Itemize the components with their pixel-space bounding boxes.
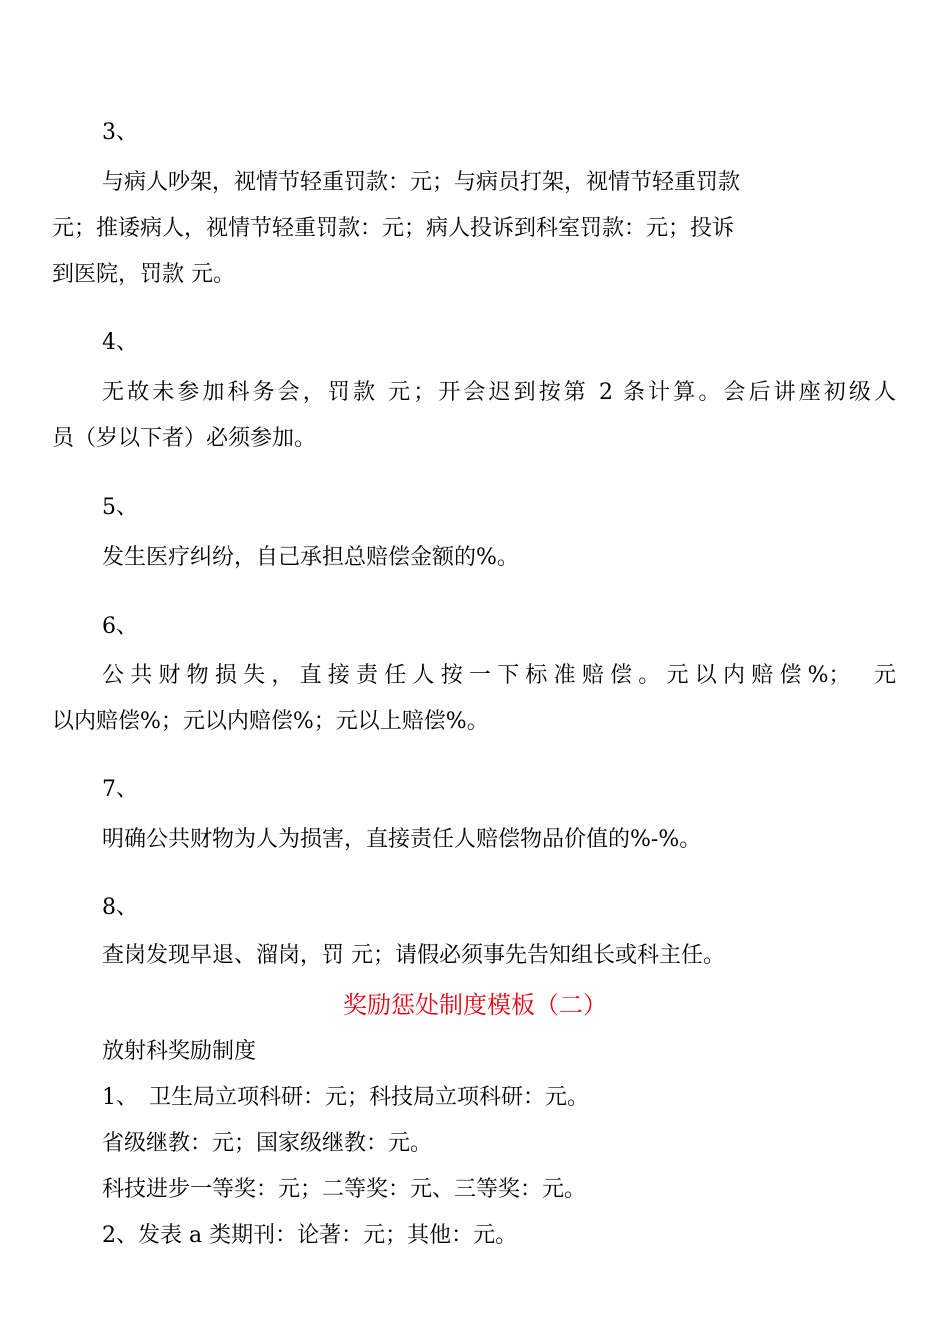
reward-line-1: 1、 卫生局立项科研：元；科技局立项科研：元。 [102,1085,589,1110]
reward-line-4: 2、发表 a 类期刊：论著：元；其他：元。 [102,1223,518,1248]
section-title: 奖励惩处制度模板（二） [343,991,607,1019]
item-number-6: 6、 [102,614,138,639]
item-4-text-line-2: 员（岁以下者）必须参加。 [52,426,317,451]
item-number-4: 4、 [102,330,138,355]
item-5-text-line-1: 发生医疗纠纷，自己承担总赔偿金额的%。 [102,545,519,570]
item-number-3: 3、 [102,120,138,145]
item-3-text-line-3: 到医院，罚款 元。 [52,262,235,287]
item-3-text-line-1: 与病人吵架，视情节轻重罚款：元；与病员打架，视情节轻重罚款 [102,170,741,195]
section-subtitle: 放射科奖励制度 [102,1039,257,1064]
item-6-text-line-2: 以内赔偿%；元以内赔偿%；元以上赔偿%。 [52,709,489,734]
item-8-text-line-1: 查岗发现早退、溜岗，罚 元；请假必须事先告知组长或科主任。 [102,943,725,968]
item-3-text-line-2: 元；推诿病人，视情节轻重罚款：元；病人投诉到科室罚款：元；投诉 [52,216,735,241]
item-4-text-line-1: 无故未参加科务会，罚款 元；开会迟到按第 2 条计算。会后讲座初级人 [102,380,896,405]
item-7-text-line-1: 明确公共财物为人为损害，直接责任人赔偿物品价值的%-%。 [102,827,702,852]
item-number-5: 5、 [102,495,138,520]
item-number-8: 8、 [102,895,138,920]
reward-line-3: 科技进步一等奖：元；二等奖：元、三等奖：元。 [102,1177,587,1202]
reward-line-2: 省级继教：元；国家级继教：元。 [102,1131,433,1156]
item-number-7: 7、 [102,777,138,802]
item-6-text-line-1: 公共财物损失，直接责任人按一下标准赔偿。元以内赔偿%； 元 [102,663,896,688]
